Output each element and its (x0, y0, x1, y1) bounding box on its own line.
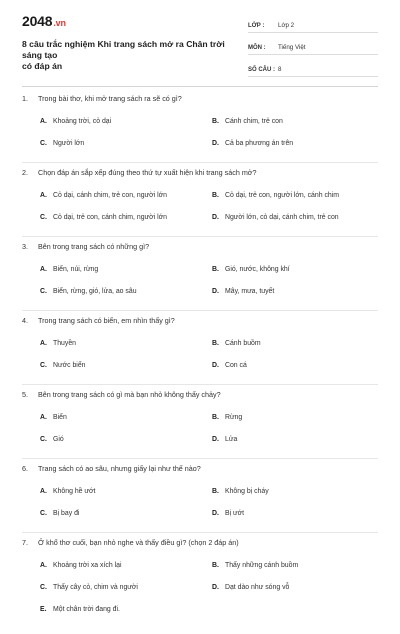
option-letter: C. (40, 140, 47, 147)
question-3 (22, 242, 378, 316)
option-text: Biển, rừng, gió, lửa, ao sâu (53, 288, 137, 295)
option-a[interactable] (40, 414, 67, 421)
meta-row-count (248, 60, 378, 77)
option-letter: D. (212, 288, 219, 295)
option-a[interactable] (40, 266, 98, 273)
meta-label: LỚP : (248, 23, 265, 29)
option-text: Cỏ dại, cánh chim, trẻ con, người lớn (53, 192, 167, 199)
option-c[interactable] (40, 288, 137, 295)
question-5 (22, 390, 378, 464)
option-text: Bị ướt (225, 510, 245, 517)
question-number: 2. (22, 168, 28, 177)
option-text: Khoảng trời xa xích lại (53, 562, 122, 569)
option-text: Biển, núi, rừng (53, 266, 99, 273)
option-letter: C. (40, 214, 47, 221)
option-letter: C. (40, 436, 47, 443)
logo-number: 2048 (22, 13, 53, 29)
option-b[interactable] (212, 488, 269, 495)
question-prompt: Trong bài thơ, khi mở trang sách ra sẽ có gì? (38, 94, 182, 103)
option-letter: B. (212, 562, 219, 569)
option-text: Mây, mưa, tuyết (225, 288, 275, 295)
question-divider (22, 162, 378, 163)
option-c[interactable] (40, 510, 79, 517)
question-text (22, 538, 239, 547)
option-c[interactable] (40, 140, 84, 147)
option-letter: B. (212, 414, 219, 421)
option-text: Thấy cây cỏ, chim và người (53, 584, 138, 591)
question-1 (22, 94, 378, 168)
question-divider (22, 236, 378, 237)
option-text: Gió (53, 436, 64, 443)
option-b[interactable] (212, 192, 339, 199)
option-d[interactable] (212, 214, 339, 221)
option-letter: C. (40, 510, 47, 517)
meta-row-grade (248, 16, 378, 33)
option-d[interactable] (212, 584, 289, 591)
option-letter: A. (40, 414, 47, 421)
question-7 (22, 538, 378, 634)
option-b[interactable] (212, 562, 298, 569)
page-title (22, 39, 232, 72)
option-a[interactable] (40, 488, 95, 495)
option-letter: E. (40, 606, 47, 613)
option-c[interactable] (40, 584, 138, 591)
option-letter: D. (212, 510, 219, 517)
option-text: Con cá (225, 362, 247, 369)
question-list (22, 94, 378, 634)
question-number: 4. (22, 316, 28, 325)
option-text: Thuyền (53, 340, 76, 347)
option-letter: D. (212, 362, 219, 369)
question-number: 6. (22, 464, 28, 473)
meta-value: 8 (278, 66, 282, 73)
meta-label: SỐ CÂU : (248, 67, 275, 73)
option-text: Không hề ướt (53, 488, 96, 495)
option-b[interactable] (212, 118, 283, 125)
page-title-line-2: có đáp án (22, 61, 63, 71)
question-divider (22, 310, 378, 311)
option-a[interactable] (40, 562, 121, 569)
option-a[interactable] (40, 118, 111, 125)
option-letter: D. (212, 214, 219, 221)
question-text (22, 168, 257, 177)
option-d[interactable] (212, 140, 293, 147)
question-6 (22, 464, 378, 538)
question-prompt: Trong trang sách có biển, em nhìn thấy gì? (38, 316, 175, 325)
question-4 (22, 316, 378, 390)
option-letter: A. (40, 266, 47, 273)
question-number: 3. (22, 242, 28, 251)
question-text (22, 464, 201, 473)
option-e[interactable] (40, 606, 120, 613)
question-divider (22, 458, 378, 459)
question-prompt: Bên trong trang sách có những gì? (38, 242, 150, 251)
question-number: 1. (22, 94, 28, 103)
question-text (22, 316, 175, 325)
question-prompt: Bên trong trang sách có gì mà bạn nhỏ không thấy chảy? (38, 390, 221, 399)
option-d[interactable] (212, 436, 237, 443)
option-d[interactable] (212, 288, 274, 295)
option-letter: A. (40, 118, 47, 125)
option-letter: D. (212, 436, 219, 443)
option-text: Nước biển (53, 362, 86, 369)
option-letter: A. (40, 340, 47, 347)
header (22, 14, 378, 77)
option-c[interactable] (40, 214, 167, 221)
option-letter: D. (212, 140, 219, 147)
option-text: Dạt dào như sóng vỗ (225, 584, 290, 591)
question-text (22, 242, 149, 251)
option-c[interactable] (40, 362, 86, 369)
question-prompt: Ở khổ thơ cuối, bạn nhỏ nghe và thấy điều gì? (chọn 2 đáp án) (38, 538, 239, 547)
question-number: 5. (22, 390, 28, 399)
option-c[interactable] (40, 436, 64, 443)
option-text: Khoảng trời, cỏ dại (53, 118, 112, 125)
option-text: Gió, nước, không khí (225, 266, 290, 273)
option-letter: B. (212, 340, 219, 347)
question-text (22, 94, 182, 103)
page-title-line-1: 8 câu trắc nghiệm Khi trang sách mở ra Chân trời sáng tạo (22, 39, 225, 60)
option-letter: B. (212, 192, 219, 199)
meta-value: Tiếng Việt (278, 44, 306, 51)
question-prompt: Trang sách có ao sâu, nhưng giấy lại như thế nào? (38, 464, 201, 473)
header-divider (22, 86, 378, 87)
question-text (22, 390, 221, 399)
question-divider (22, 532, 378, 533)
option-text: Cánh buồm (225, 340, 261, 347)
option-letter: A. (40, 488, 47, 495)
option-d[interactable] (212, 510, 244, 517)
option-letter: A. (40, 192, 47, 199)
option-text: Bị bay đi (53, 510, 80, 517)
meta-row-subject (248, 38, 378, 55)
option-text: Cỏ dại, trẻ con, người lớn, cánh chim (225, 192, 339, 199)
option-text: Một chân trời đang đi. (53, 606, 120, 613)
option-text: Không bị cháy (225, 488, 269, 495)
option-letter: B. (212, 488, 219, 495)
question-divider (22, 384, 378, 385)
meta-label: MÔN : (248, 45, 266, 51)
option-letter: C. (40, 288, 47, 295)
logo-tld: .vn (53, 18, 66, 28)
option-text: Người lớn (53, 140, 85, 147)
question-number: 7. (22, 538, 28, 547)
question-prompt: Chọn đáp án sắp xếp đúng theo thứ tự xuất hiện khi trang sách mở? (38, 168, 257, 177)
option-letter: B. (212, 118, 219, 125)
question-2 (22, 168, 378, 242)
option-b[interactable] (212, 414, 242, 421)
option-a[interactable] (40, 340, 76, 347)
option-text: Cánh chim, trẻ con (225, 118, 283, 125)
option-text: Người lớn, cỏ dại, cánh chim, trẻ con (225, 214, 339, 221)
meta-value: Lớp 2 (278, 22, 295, 29)
option-text: Cả ba phương án trên (225, 140, 294, 147)
option-letter: B. (212, 266, 219, 273)
option-letter: A. (40, 562, 47, 569)
option-text: Cỏ dại, trẻ con, cánh chim, người lớn (53, 214, 167, 221)
option-text: Lửa (225, 436, 238, 443)
option-a[interactable] (40, 192, 167, 199)
option-b[interactable] (212, 340, 261, 347)
option-text: Biển (53, 414, 67, 421)
logo[interactable] (22, 14, 232, 30)
meta-info (248, 16, 378, 77)
option-text: Thấy những cánh buồm (225, 562, 299, 569)
option-text: Rừng (225, 414, 243, 421)
option-letter: C. (40, 584, 47, 591)
brand-block (22, 14, 232, 72)
option-b[interactable] (212, 266, 290, 273)
option-letter: C. (40, 362, 47, 369)
option-d[interactable] (212, 362, 247, 369)
option-letter: D. (212, 584, 219, 591)
